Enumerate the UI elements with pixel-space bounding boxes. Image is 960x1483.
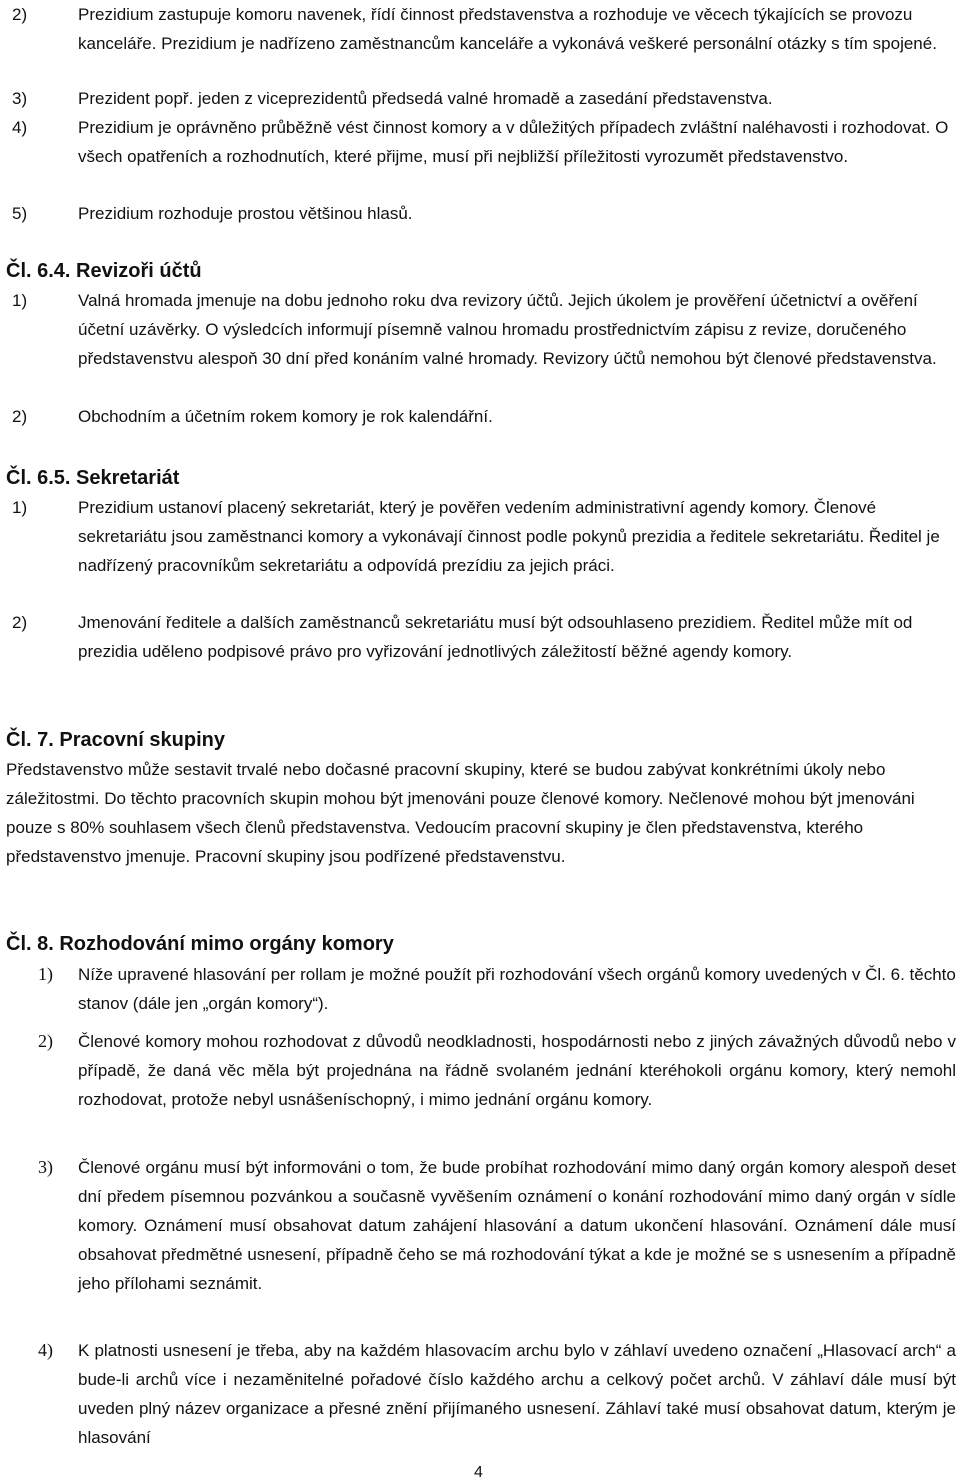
list-item	[6, 960, 956, 1018]
list-item-number: 2)	[12, 407, 28, 426]
list-item-text: Jmenování ředitele a dalších zaměstnanců sekretariátu musí být odsouhlaseno prezidiem. Ředitel může mít od prezidia uděleno podpisové právo pro vyřizování jednotlivých záležitostí běžné agendy komory.	[78, 613, 913, 661]
list-item	[6, 1336, 956, 1452]
list-item	[6, 199, 956, 228]
section-heading-6-5: Čl. 6.5. Sekretariát	[6, 467, 180, 489]
list-item-text: Prezident popř. jeden z viceprezidentů předsedá valné hromadě a zasedání představenstva.	[78, 89, 773, 108]
list-item	[6, 493, 956, 580]
list-item	[6, 402, 956, 431]
list-item	[6, 1153, 956, 1298]
list-item-number: 2)	[38, 1031, 53, 1051]
list-item-number: 4)	[38, 1340, 53, 1360]
list-item-text: Prezidium je oprávněno průběžně vést činnost komory a v důležitých případech zvláštní naléhavosti i rozhodovat. O všech opatřeních a rozhodnutích, které přijme, musí při nejbližší příležitosti vyrozumět představenstvo.	[78, 118, 949, 166]
list-item-text: Členové komory mohou rozhodovat z důvodů neodkladnosti, hospodárnosti nebo z jiných závažných důvodů nebo v případě, že daná věc měla být projednána na řádně svolaném jednání kteréhokoli orgánu komory, který nemohl rozhodovat, protože nebyl usnášeníschopný, i mimo jednání orgánu komory.	[78, 1032, 956, 1109]
list-item-number: 2)	[12, 5, 28, 24]
list-item	[6, 113, 956, 171]
page-number: 4	[474, 1464, 483, 1481]
list-item-number: 5)	[12, 204, 28, 223]
list-item	[6, 84, 956, 113]
list-item-number: 2)	[12, 613, 28, 632]
list-item	[6, 1027, 956, 1114]
list-item-number: 4)	[12, 118, 28, 137]
list-item-text: Obchodním a účetním rokem komory je rok kalendářní.	[78, 407, 493, 426]
section-heading-8: Čl. 8. Rozhodování mimo orgány komory	[6, 933, 394, 955]
list-item-text: Prezidium rozhoduje prostou většinou hlasů.	[78, 204, 413, 223]
list-item-number: 3)	[12, 89, 28, 108]
list-item-text: Členové orgánu musí být informováni o tom, že bude probíhat rozhodování mimo daný orgán komory alespoň deset dní předem písemnou pozvánkou a současně vyvěšením oznámení o konání rozhodování mimo daný orgán v sídle komory. Oznámení musí obsahovat datum zahájení hlasování a datum ukončení hlasování. Oznámení dále musí obsahovat předmětné usnesení, případně čeho se má rozhodování týkat a kde je možné se s usnesením a případně jeho přílohami seznámit.	[78, 1158, 956, 1293]
list-item-number: 1)	[12, 498, 28, 517]
list-item	[6, 286, 956, 373]
list-item-number: 3)	[38, 1157, 53, 1177]
list-item-text: Prezidium ustanoví placený sekretariát, který je pověřen vedením administrativní agendy komory. Členové sekretariátu jsou zaměstnanci komory a vykonávají činnost podle pokynů prezidia a ředitele sekretariátu. Ředitel je nadřízený pracovníkům sekretariátu a odpovídá prezídiu za jejich práci.	[78, 498, 940, 575]
list-item-text: Níže upravené hlasování per rollam je možné použít při rozhodování všech orgánů komory uvedených v Čl. 6. těchto stanov (dále jen „orgán komory“).	[78, 965, 956, 1013]
list-item-text: Prezidium zastupuje komoru navenek, řídí činnost představenstva a rozhoduje ve věcech týkajících se provozu kanceláře. Prezidium je nadřízeno zaměstnancům kanceláře a vykonává veškeré personální otázky s tím spojené.	[78, 5, 937, 53]
section-heading-7: Čl. 7. Pracovní skupiny	[6, 729, 225, 751]
list-item	[6, 608, 956, 666]
section-heading-6-4: Čl. 6.4. Revizoři účtů	[6, 260, 202, 282]
list-item-text: K platnosti usnesení je třeba, aby na každém hlasovacím archu bylo v záhlaví uvedeno označení „Hlasovací arch“ a bude-li archů více i nezaměnitelné pořadové číslo každého archu a celkový počet archů. V záhlaví dále musí být uveden plný název organizace a přesné znění přijímaného usnesení. Záhlaví také musí obsahovat datum, kterým je hlasování	[78, 1341, 956, 1447]
section-7-paragraph: Představenstvo může sestavit trvalé nebo dočasné pracovní skupiny, které se budou zabývat konkrétními úkoly nebo záležitostmi. Do těchto pracovních skupin mohou být jmenováni pouze členové komory. Nečlenové mohou být jmenováni pouze s 80% souhlasem všech členů představenstva. Vedoucím pracovní skupiny je člen představenstva, kterého představenstvo jmenuje. Pracovní skupiny jsou podřízené představenstvu.	[6, 760, 915, 866]
list-item	[6, 0, 956, 58]
list-item-text: Valná hromada jmenuje na dobu jednoho roku dva revizory účtů. Jejich úkolem je prověření účetnictví a ověření účetní uzávěrky. O výsledcích informují písemně valnou hromadu prostřednictvím zápisu z revize, doručeného představenstvu alespoň 30 dní před konáním valné hromady. Revizory účtů nemohou být členové představenstva.	[78, 291, 937, 368]
list-item-number: 1)	[12, 291, 28, 310]
list-item-number: 1)	[38, 964, 53, 984]
